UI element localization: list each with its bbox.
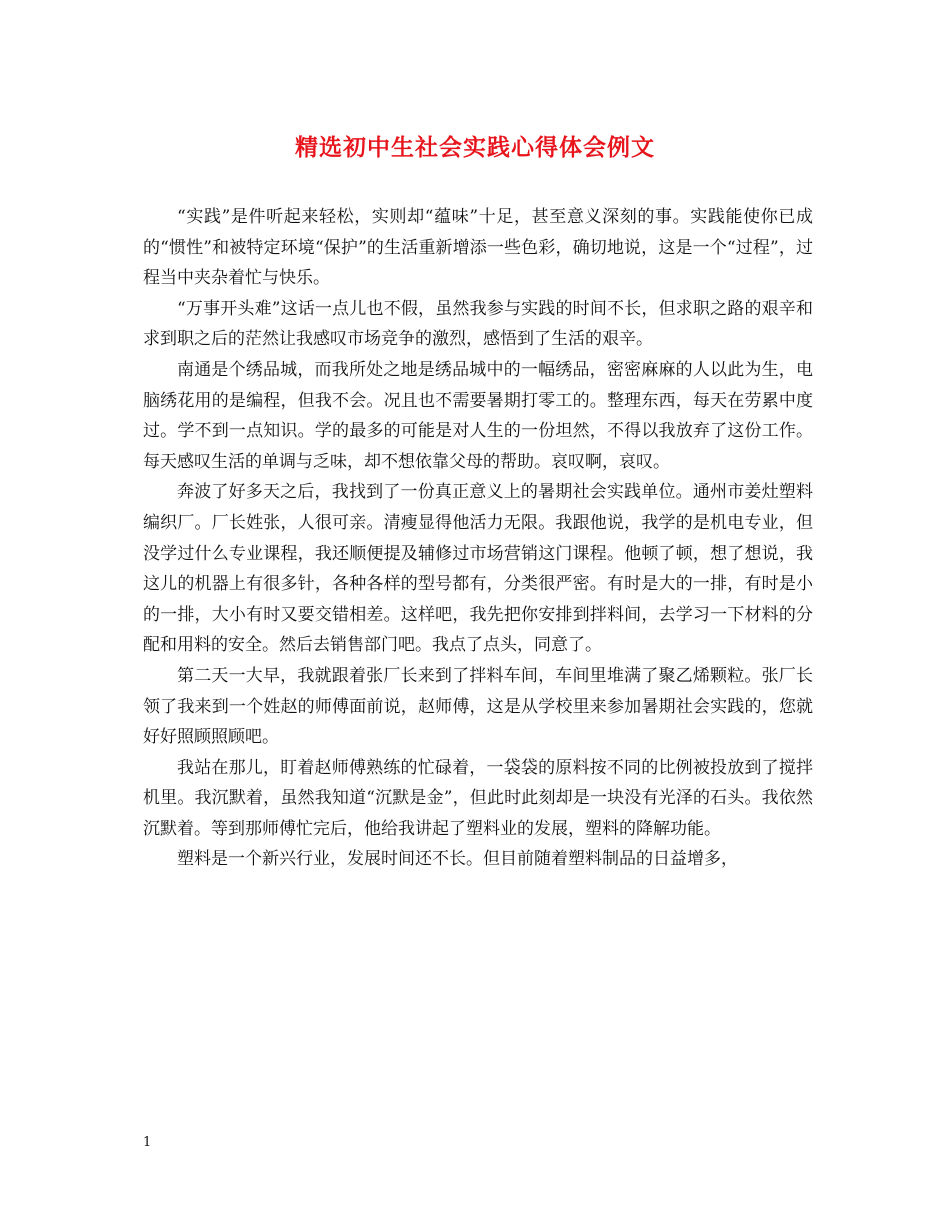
paragraph: 奔波了好多天之后，我找到了一份真正意义上的暑期社会实践单位。通州市姜灶塑料编织厂。厂长姓张，人很可亲。清瘦显得他活力无限。我跟他说，我学的是机电专业，但没学过什么专业课程，我还顺便提及辅修过市场营销这门课程。他顿了顿，想了想说，我这儿的机器上有很多针，各种各样的型号都有，分类很严密。有时是大的一排，有时是小的一排，大小有时又要交错相差。这样吧，我先把你安排到拌料间，去学习一下材料的分配和用料的安全。然后去销售部门吧。我点了点头，同意了。 bbox=[143, 482, 813, 656]
paragraph: 塑料是一个新兴行业，发展时间还不长。但目前随着塑料制品的日益增多， bbox=[177, 849, 738, 870]
paragraph: 第二天一大早，我就跟着张厂长来到了拌料车间，车间里堆满了聚乙烯颗粒。张厂长领了我来到一个姓赵的师傅面前说，赵师傅，这是从学校里来参加暑期社会实践的，您就好好照顾照顾吧。 bbox=[143, 665, 813, 748]
document-body bbox=[143, 202, 813, 875]
document-title: 精选初中生社会实践心得体会例文 bbox=[295, 134, 655, 161]
paragraph: “万事开头难”这话一点儿也不假，虽然我参与实践的时间不长，但求职之路的艰辛和求到职之后的茫然让我感叹市场竞争的激烈，感悟到了生活的艰辛。 bbox=[143, 298, 813, 350]
paragraph: 南通是个绣品城，而我所处之地是绣品城中的一幅绣品，密密麻麻的人以此为生，电脑绣花用的是编程，但我不会。况且也不需要暑期打零工的。整理东西，每天在劳累中度过。学不到一点知识。学的最多的可能是对人生的一份坦然，不得以我放弃了这份工作。每天感叹生活的单调与乏味，却不想依靠父母的帮助。哀叹啊，哀叹。 bbox=[143, 359, 813, 472]
paragraph: 我站在那儿，盯着赵师傅熟练的忙碌着，一袋袋的原料按不同的比例被投放到了搅拌机里。我沉默着，虽然我知道“沉默是金”，但此时此刻却是一块没有光泽的石头。我依然沉默着。等到那师傅忙完后，他给我讲起了塑料业的发展，塑料的降解功能。 bbox=[143, 757, 813, 839]
paragraph: “实践”是件听起来轻松，实则却“蕴味”十足，甚至意义深刻的事。实践能使你已成的“惯性”和被特定环境“保护”的生活重新增添一些色彩，确切地说，这是一个“过程”，过程当中夹杂着忙与快乐。 bbox=[143, 207, 813, 289]
page-number: 1 bbox=[143, 1135, 152, 1150]
